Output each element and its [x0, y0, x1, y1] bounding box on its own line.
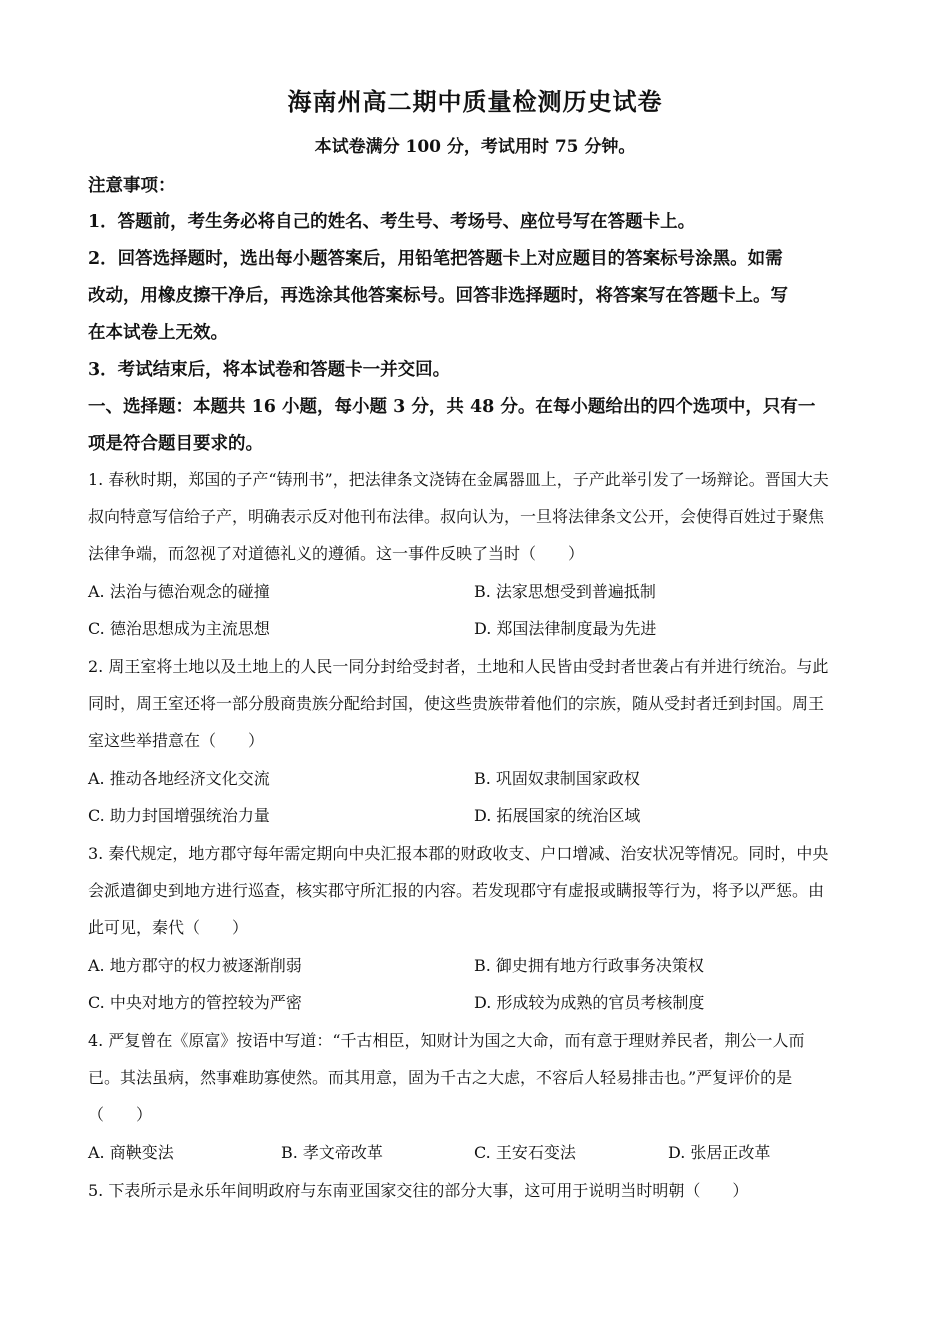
- question-2-option-b: B. 巩固奴隶制国家政权: [474, 769, 640, 788]
- question-4-text: 4. 严复曾在《原富》按语中写道：“千古相臣，知财计为国之大命，而有意于理财养民者，荆公一人而: [88, 1031, 805, 1050]
- question-3-text: 会派遣御史到地方进行巡查，核实郡守所汇报的内容。若发现郡守有虚报或瞒报等行为，将予以严惩。由: [88, 881, 825, 900]
- question-1-option-b: B. 法家思想受到普遍抵制: [474, 582, 656, 601]
- question-3-option-d: D. 形成较为成熟的官员考核制度: [474, 993, 705, 1012]
- question-4-option-d: D. 张居正改革: [668, 1143, 771, 1162]
- question-3-text: 3. 秦代规定，地方郡守每年需定期向中央汇报本郡的财政收支、户口增减、治安状况等情况。同时，中央: [88, 844, 829, 863]
- notice-line: 改动，用橡皮擦干净后，再选涂其他答案标号。回答非选择题时，将答案写在答题卡上。写: [88, 286, 788, 306]
- question-3-option-b: B. 御史拥有地方行政事务决策权: [474, 956, 704, 975]
- question-1-text: 法律争端，而忽视了对道德礼义的遵循。这一事件反映了当时（ ）: [88, 544, 585, 563]
- question-1-option-c: C. 德治思想成为主流思想: [88, 619, 270, 638]
- question-2-text: 2. 周王室将土地以及土地上的人民一同分封给受封者，土地和人民皆由受封者世袭占有并进行统治。与此: [88, 657, 829, 676]
- question-3-option-c: C. 中央对地方的管控较为严密: [88, 993, 302, 1012]
- question-1-option-d: D. 郑国法律制度最为先进: [474, 619, 657, 638]
- notice-line: 2．回答选择题时，选出每小题答案后，用铅笔把答题卡上对应题目的答案标号涂黑。如需: [88, 249, 783, 269]
- question-1-text: 叔向特意写信给子产，明确表示反对他刊布法律。叔向认为，一旦将法律条文公开，会使得百姓过于聚焦: [88, 507, 825, 526]
- exam-title: 海南州高二期中质量检测历史试卷: [287, 87, 663, 116]
- section-heading: 项是符合题目要求的。: [88, 434, 263, 454]
- question-3-text: 此可见，秦代（ ）: [88, 918, 249, 937]
- notice-line: 3．考试结束后，将本试卷和答题卡一并交回。: [88, 360, 451, 380]
- question-2-text: 同时，周王室还将一部分殷商贵族分配给封国，使这些贵族带着他们的宗族，随从受封者迁到封国。周王: [88, 694, 825, 713]
- question-2-text: 室这些举措意在（ ）: [88, 731, 265, 750]
- notice-heading: 注意事项：: [88, 176, 176, 196]
- question-2-option-d: D. 拓展国家的统治区域: [474, 806, 641, 825]
- question-4-text: 已。其法虽病，然事难助寡使然。而其用意，固为千古之大虑，不容后人轻易排击也。”严复评价的是: [88, 1068, 793, 1087]
- section-heading: 一、选择题：本题共 16 小题，每小题 3 分，共 48 分。在每小题给出的四个选项中，只有一: [88, 397, 816, 417]
- question-2-option-a: A. 推动各地经济文化交流: [88, 769, 270, 788]
- question-3-option-a: A. 地方郡守的权力被逐渐削弱: [88, 956, 302, 975]
- question-4-text: （ ）: [88, 1105, 153, 1124]
- question-4-option-a: A. 商鞅变法: [88, 1143, 174, 1162]
- question-5-text: 5. 下表所示是永乐年间明政府与东南亚国家交往的部分大事，这可用于说明当时明朝（ ）: [88, 1181, 749, 1200]
- question-4-option-b: B. 孝文帝改革: [281, 1143, 383, 1162]
- question-1-text: 1. 春秋时期，郑国的子产“铸刑书”，把法律条文浇铸在金属器皿上，子产此举引发了一场辩论。晋国大夫: [88, 470, 829, 489]
- question-1-option-a: A. 法治与德治观念的碰撞: [88, 582, 270, 601]
- notice-line: 1．答题前，考生务必将自己的姓名、考生号、考场号、座位号写在答题卡上。: [88, 212, 696, 232]
- notice-line: 在本试卷上无效。: [88, 323, 228, 343]
- question-4-option-c: C. 王安石变法: [474, 1143, 576, 1162]
- exam-subtitle: 本试卷满分 100 分，考试用时 75 分钟。: [314, 137, 636, 157]
- question-2-option-c: C. 助力封国增强统治力量: [88, 806, 270, 825]
